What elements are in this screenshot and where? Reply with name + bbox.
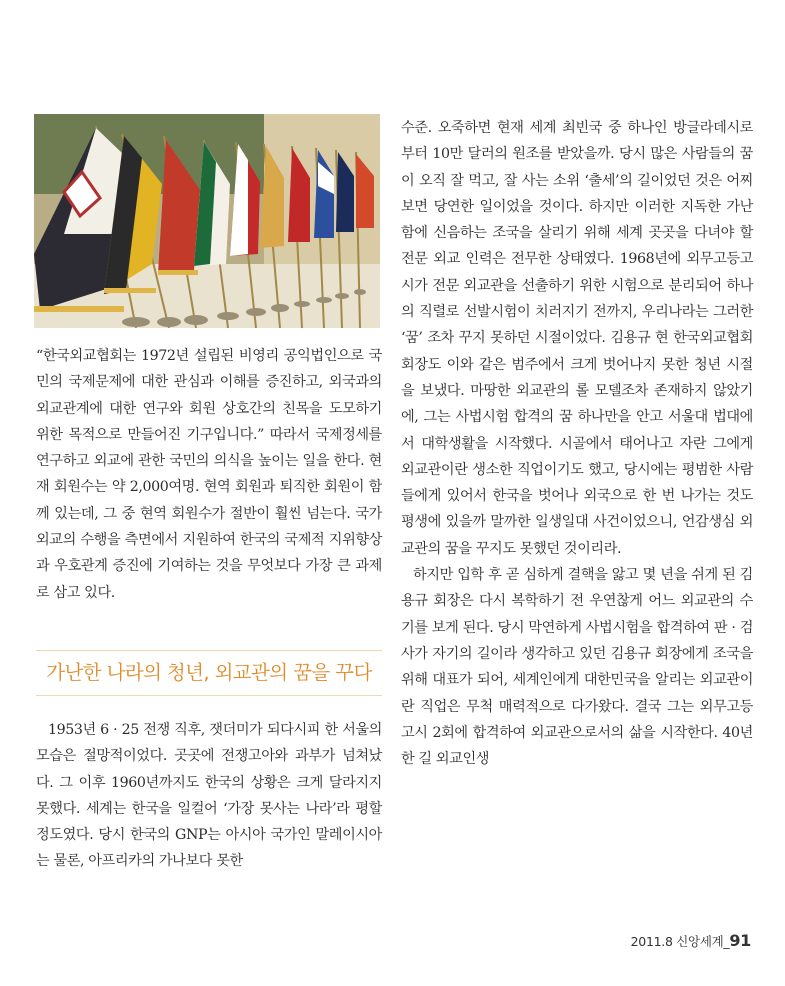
body-paragraph: “한국외교협회는 1972년 설립된 비영리 공익법인으로 국민의 국제문제에 대한 관심과 이해를 증진하고, 외국과의 외교관계에 대한 연구와 회원 상호간의 친목을 도모하기 위한 목적으로 만들어진 기구입니다.” 따라서 국제정세를 연구하고 외교에 관한 국민의 의식을 높이는 일을 한다. 현재 회원수는 약 2,000여명. 현역 회원과 퇴직한 회원이 함께 있는데, 그 중 현역 회원수가 절반이 훨씬 넘는다. 국가외교의 수행을 측면에서 지원하여 한국의 국제적 지위향상과 우호관계 증진에 기여하는 것을 무엇보다 가장 큰 과제로 삼고 있다. (36, 348, 382, 601)
flags-photo (34, 114, 380, 328)
page-number: 91 (729, 931, 751, 950)
body-paragraph: 1953년 6 · 25 전쟁 직후, 잿더미가 되다시피 한 서울의 모습은 절망적이었다. 곳곳에 전쟁고아와 과부가 넘쳐났다. 그 이후 1960년까지도 한국의 상황은 크게 달라지지 못했다. 세계는 한국을 일컬어 ‘가장 못사는 나라’라 평할 정도였다. 당시 한국의 GNP는 아시아 국가인 말레이시아는 물론, 아프리카의 가나보다 못한 (36, 722, 382, 870)
left-column-top (36, 343, 382, 606)
body-paragraph: 하지만 입학 후 곧 심하게 결핵을 앓고 몇 년을 쉬게 된 김용규 회장은 다시 복학하기 전 우연찮게 어느 외교관의 수기를 보게 된다. 당시 막연하게 사법시험을 합격하여 판 · 검사가 자기의 길이라 생각하고 있던 김용규 회장에게 조국을 위해 대표가 되어, 세계인에게 대한민국을 알리는 외교관이란 직업은 무척 매력적으로 다가왔다. 결국 그는 외무고등고시 2회에 합격하여 외교관으로서의 삶을 시작한다. 40년 한 길 외교인생 (401, 567, 753, 768)
flags-illustration (34, 114, 380, 328)
issue-label: 2011.8 신앙세계_ (630, 934, 730, 949)
page-footer (631, 931, 751, 950)
section-subheading: 가난한 나라의 청년, 외교관의 꿈을 꾸다 (36, 650, 382, 696)
right-column (401, 115, 753, 772)
body-paragraph: 수준. 오죽하면 현재 세계 최빈국 중 하나인 방글라데시로부터 10만 달러의 원조를 받았을까. 당시 많은 사람들의 꿈이 오직 잘 먹고, 잘 사는 소위 ‘출세’의 길이었던 것은 어찌 보면 당연한 일이었을 것이다. 하지만 이러한 지독한 가난함에 신음하는 조국을 살리기 위해 세계 곳곳을 다녀야 할 전문 외교 인력은 전무한 상태였다. 1968년에 외무고등고시가 전문 외교관을 선출하기 위한 시험으로 분리되어 하나의 직렬로 선발시험이 치러지기 전까지, 우리나라는 그러한 ‘꿈’ 조차 꾸지 못하던 시절이었다. 김용규 현 한국외교협회 회장도 이와 같은 범주에서 크게 벗어나지 못한 청년 시절을 보냈다. 마땅한 외교관의 롤 모델조차 존재하지 않았기에, 그는 사법시험 합격의 꿈 하나만을 안고 서울대 법대에서 대학생활을 시작했다. 시골에서 태어나고 자란 그에게 외교관이란 생소한 직업이기도 했고, 당시에는 평범한 사람들에게 있어서 한국을 벗어나 외국으로 한 번 나가는 것도 평생에 있을까 말까한 일생일대 사건이었으니, 언감생심 외교관의 꿈을 꾸지도 못했던 것이리라. (401, 120, 753, 557)
left-column-bottom (36, 717, 382, 875)
